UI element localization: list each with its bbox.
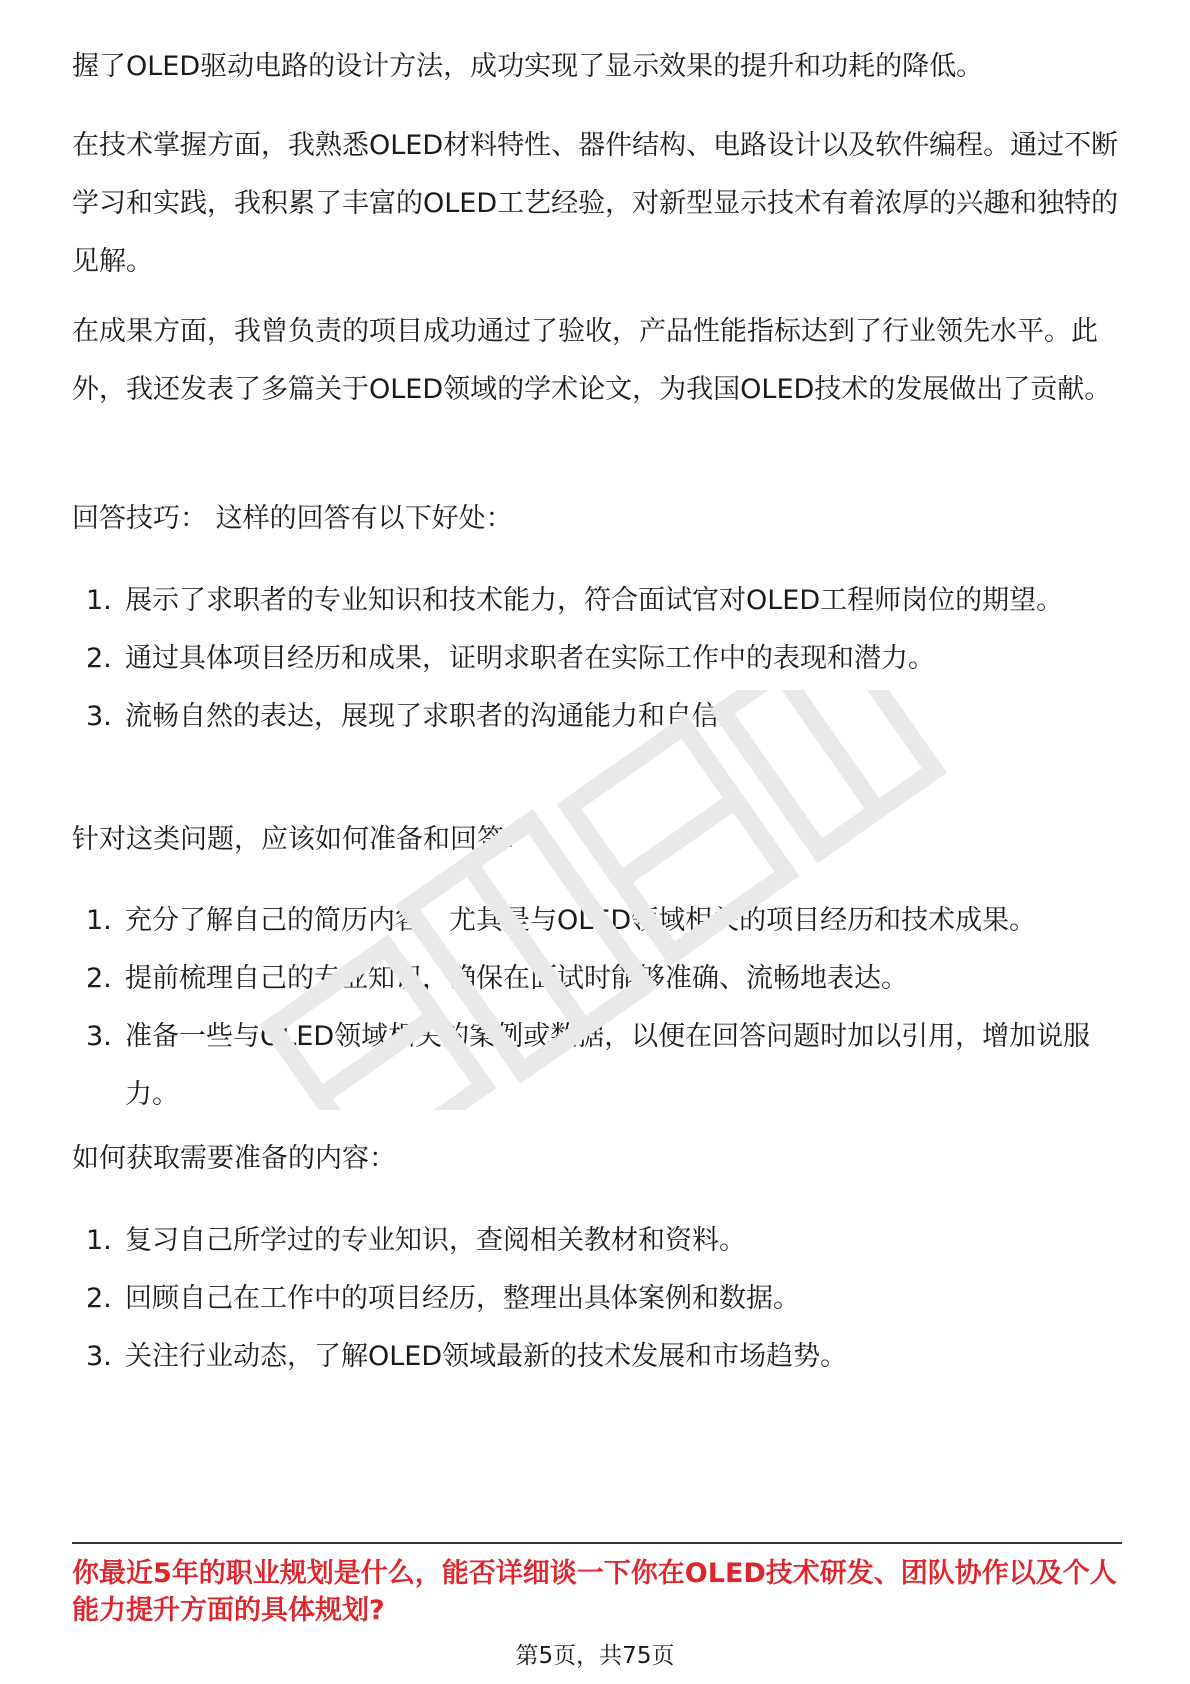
prep-list [72, 892, 1122, 1124]
paragraph-achievements: 在成果方面，我曾负责的项目成功通过了验收，产品性能指标达到了行业领先水平。此外，我还发表了多篇关于OLED领域的学术论文，为我国OLED技术的发展做出了贡献。 [72, 316, 1112, 405]
source-heading: 如何获取需要准备的内容： [72, 1143, 396, 1174]
list-item: 2. 通过具体项目经历和成果，证明求职者在实际工作中的表现和潜力。 [86, 643, 935, 674]
page-number: 第5页，共75页 [515, 1643, 675, 1669]
list-item: 1. 充分了解自己的简历内容，尤其是与OLED领域相关的项目经历和技术成果。 [86, 905, 1037, 936]
list-item: 3. 准备一些与OLED领域相关的案例或数据，以便在回答问题时加以引用，增加说服力。 [86, 1021, 1091, 1110]
next-question: 你最近5年的职业规划是什么，能否详细谈一下你在OLED技术研发、团队协作以及个人能力提升方面的具体规划? [72, 1558, 1117, 1626]
list-item: 3. 流畅自然的表达，展现了求职者的沟通能力和自信。 [86, 701, 746, 732]
list-item: 1. 展示了求职者的专业知识和技术能力，符合面试官对OLED工程师岗位的期望。 [86, 585, 1064, 616]
list-item: 3. 关注行业动态，了解OLED领域最新的技术发展和市场趋势。 [86, 1341, 848, 1372]
list-item: 2. 提前梳理自己的专业知识，确保在面试时能够准确、流畅地表达。 [86, 963, 908, 994]
tips-list [72, 572, 1122, 746]
tips-heading: 回答技巧： 这样的回答有以下好处： [72, 503, 513, 534]
paragraph-circuit-design: 握了OLED驱动电路的设计方法，成功实现了显示效果的提升和功耗的降低。 [72, 51, 984, 82]
paragraph-technical-skills: 在技术掌握方面，我熟悉OLED材料特性、器件结构、电路设计以及软件编程。通过不断学习和实践，我积累了丰富的OLED工艺经验，对新型显示技术有着浓厚的兴趣和独特的见解。 [72, 130, 1119, 277]
list-item: 1. 复习自己所学过的专业知识，查阅相关教材和资料。 [86, 1225, 746, 1256]
sources-list [72, 1212, 1122, 1386]
section-divider [72, 1542, 1122, 1544]
prep-heading: 针对这类问题，应该如何准备和回答： [72, 824, 531, 855]
list-item: 2. 回顾自己在工作中的项目经历，整理出具体案例和数据。 [86, 1283, 800, 1314]
